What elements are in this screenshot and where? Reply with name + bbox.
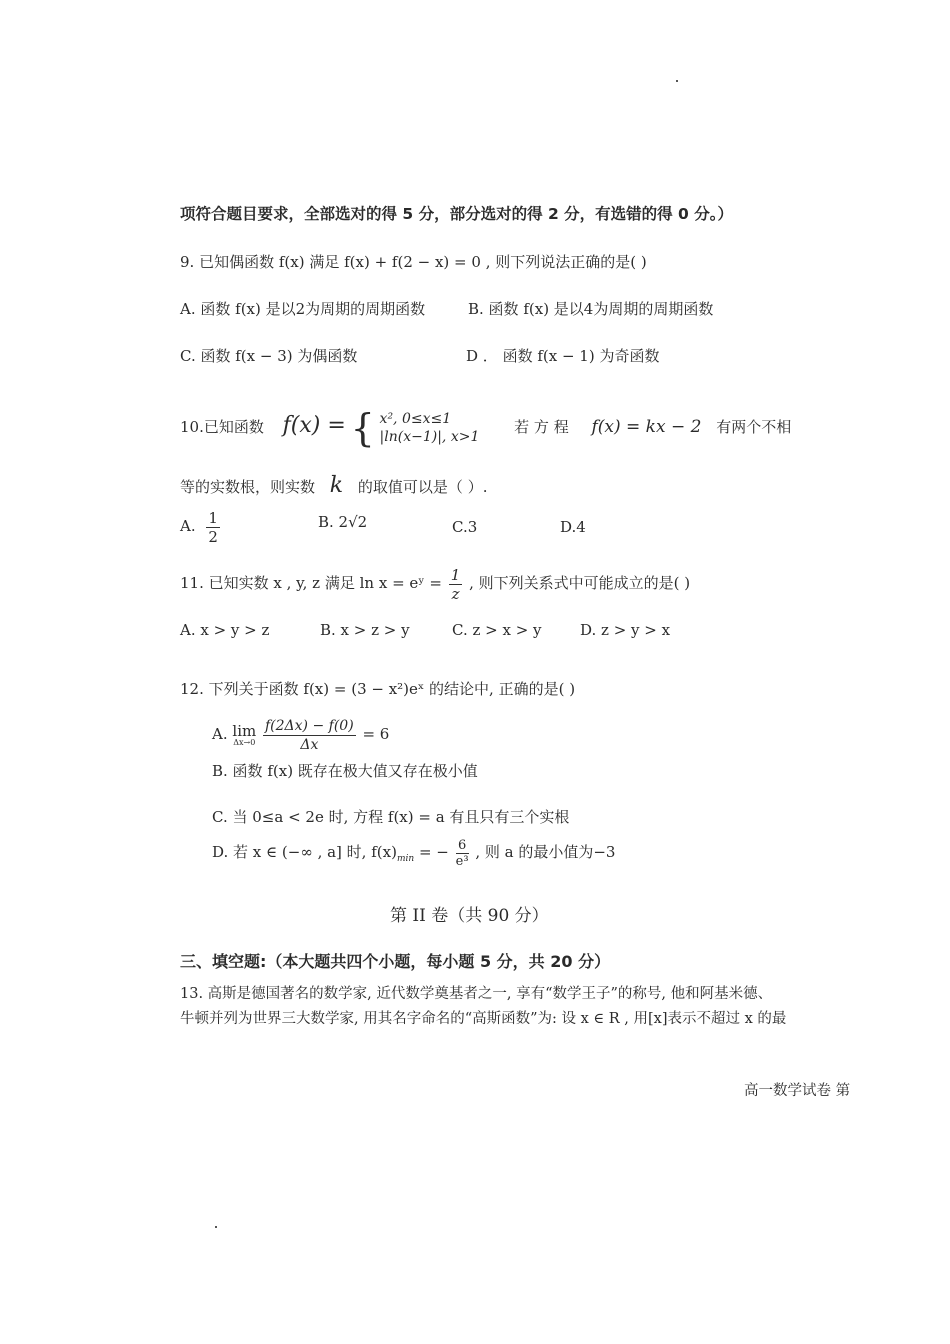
q11-option-c: C. z > x > y (452, 621, 542, 639)
q13-line-1: 13. 高斯是德国著名的数学家, 近代数学奠基者之一, 享有“数学王子”的称号, 他和阿基米德、 (180, 986, 773, 1002)
fraction-denominator: z (451, 584, 460, 603)
q9-option-c: C. 函数 f(x − 3) 为偶函数 (180, 347, 358, 365)
q12-option-a-label: A. (212, 725, 228, 743)
q10-line2-text: 等的实数根，则实数 (180, 478, 316, 496)
q10-option-d: D.4 (560, 518, 586, 536)
q9-option-d: D ． 函数 f(x − 1) 为奇函数 (466, 347, 660, 365)
min-subscript: min (396, 854, 415, 864)
q13-line-2: 牛顿并列为世界三大数学家, 用其名字命名的“高斯函数”为: 设 x ∈ R , 用[x]表示不超过 x 的最 (180, 1011, 787, 1027)
q10-option-a (180, 506, 222, 546)
q9-stem: 9. 已知偶函数 f(x) 满足 f(x) + f(2 − x) = 0 , 则下列说法正确的是( ) (180, 253, 647, 271)
limit-operator: lim (232, 722, 257, 740)
fraction-denominator: e³ (455, 853, 469, 869)
q10-mid: 若 方 程 (514, 418, 569, 436)
q10-option-a-label: A. (180, 517, 196, 535)
q12-difference-quotient (263, 717, 356, 754)
q11-option-d: D. z > y > x (580, 621, 671, 639)
limit-subscript: Δx→0 (233, 738, 256, 747)
q11-stem-text: 11. 已知实数 x , y, z 满足 ln x = eʸ = (180, 574, 442, 592)
q12-option-d-text: D. 若 x ∈ (−∞ , a] 时, f(x) (212, 843, 397, 861)
part-two-heading: 第 II 卷（共 90 分） (390, 906, 549, 926)
q10-case-1: x², 0≤x≤1 (379, 411, 452, 427)
page-footer: 高一数学试卷 第 (744, 1083, 851, 1099)
q10-option-a-fraction (206, 509, 220, 546)
q12-option-b: B. 函数 f(x) 既存在极大值又存在极小值 (212, 762, 478, 780)
brace-glyph: { (350, 406, 375, 450)
q10-case-2: |ln(x−1)|, x>1 (379, 429, 480, 445)
q11-fraction (449, 566, 463, 603)
q10-lead: 10.已知函数 (180, 418, 264, 436)
q11-option-a: A. x > y > z (180, 621, 270, 639)
q10-line2-tail: 的取值可以是（ ）. (357, 478, 488, 496)
scan-speck (676, 80, 678, 82)
fraction-numerator: 1 (450, 565, 461, 584)
fraction-numerator: f(2Δx) − f(0) (265, 717, 354, 734)
q10-option-c: C.3 (452, 518, 478, 536)
q12-option-d-tail: , 则 a 的最小值为−3 (475, 843, 616, 861)
q12-option-d (212, 832, 615, 872)
q11-stem-tail: , 则下列关系式中可能成立的是( ) (469, 574, 691, 592)
scan-speck (215, 1226, 217, 1228)
q12-option-a (212, 714, 389, 754)
q9-option-a: A. 函数 f(x) 是以2为周期的周期函数 (180, 300, 426, 318)
q10-stem-line2 (180, 473, 488, 498)
q12-option-a-rhs: = 6 (362, 725, 390, 743)
q12-limit (232, 723, 256, 747)
q12-option-c: C. 当 0≤a < 2e 时, 方程 f(x) = a 有且只有三个实根 (212, 808, 570, 826)
q10-function: f(x) = (282, 413, 346, 438)
q10-tail: 有两个不相 (716, 418, 792, 436)
q10-piecewise (380, 410, 480, 446)
q12-option-d-fraction (456, 838, 469, 869)
fraction-numerator: 1 (208, 508, 218, 527)
q11-option-b: B. x > z > y (320, 621, 410, 639)
q12-option-d-eq: = − (418, 843, 449, 861)
section-three-heading: 三、填空题:（本大题共四个小题，每小题 5 分，共 20 分） (180, 952, 611, 971)
fraction-denominator: 2 (208, 527, 218, 546)
q9-option-b: B. 函数 f(x) 是以4为周期的周期函数 (468, 300, 714, 318)
q10-stem-line1 (180, 404, 791, 448)
section-instructions: 项符合题目要求，全部选对的得 5 分，部分选对的得 2 分，有选错的得 0 分。） (180, 205, 733, 223)
fraction-denominator: Δx (300, 736, 319, 753)
q12-stem: 12. 下列关于函数 f(x) = (3 − x²)eˣ 的结论中, 正确的是( ) (180, 680, 576, 698)
fraction-numerator: 6 (456, 838, 469, 854)
q10-equation: f(x) = kx − 2 (591, 417, 702, 437)
q10-k: k (329, 473, 344, 498)
q10-option-b: B. 2√2 (318, 513, 368, 531)
q11-stem (180, 560, 690, 606)
